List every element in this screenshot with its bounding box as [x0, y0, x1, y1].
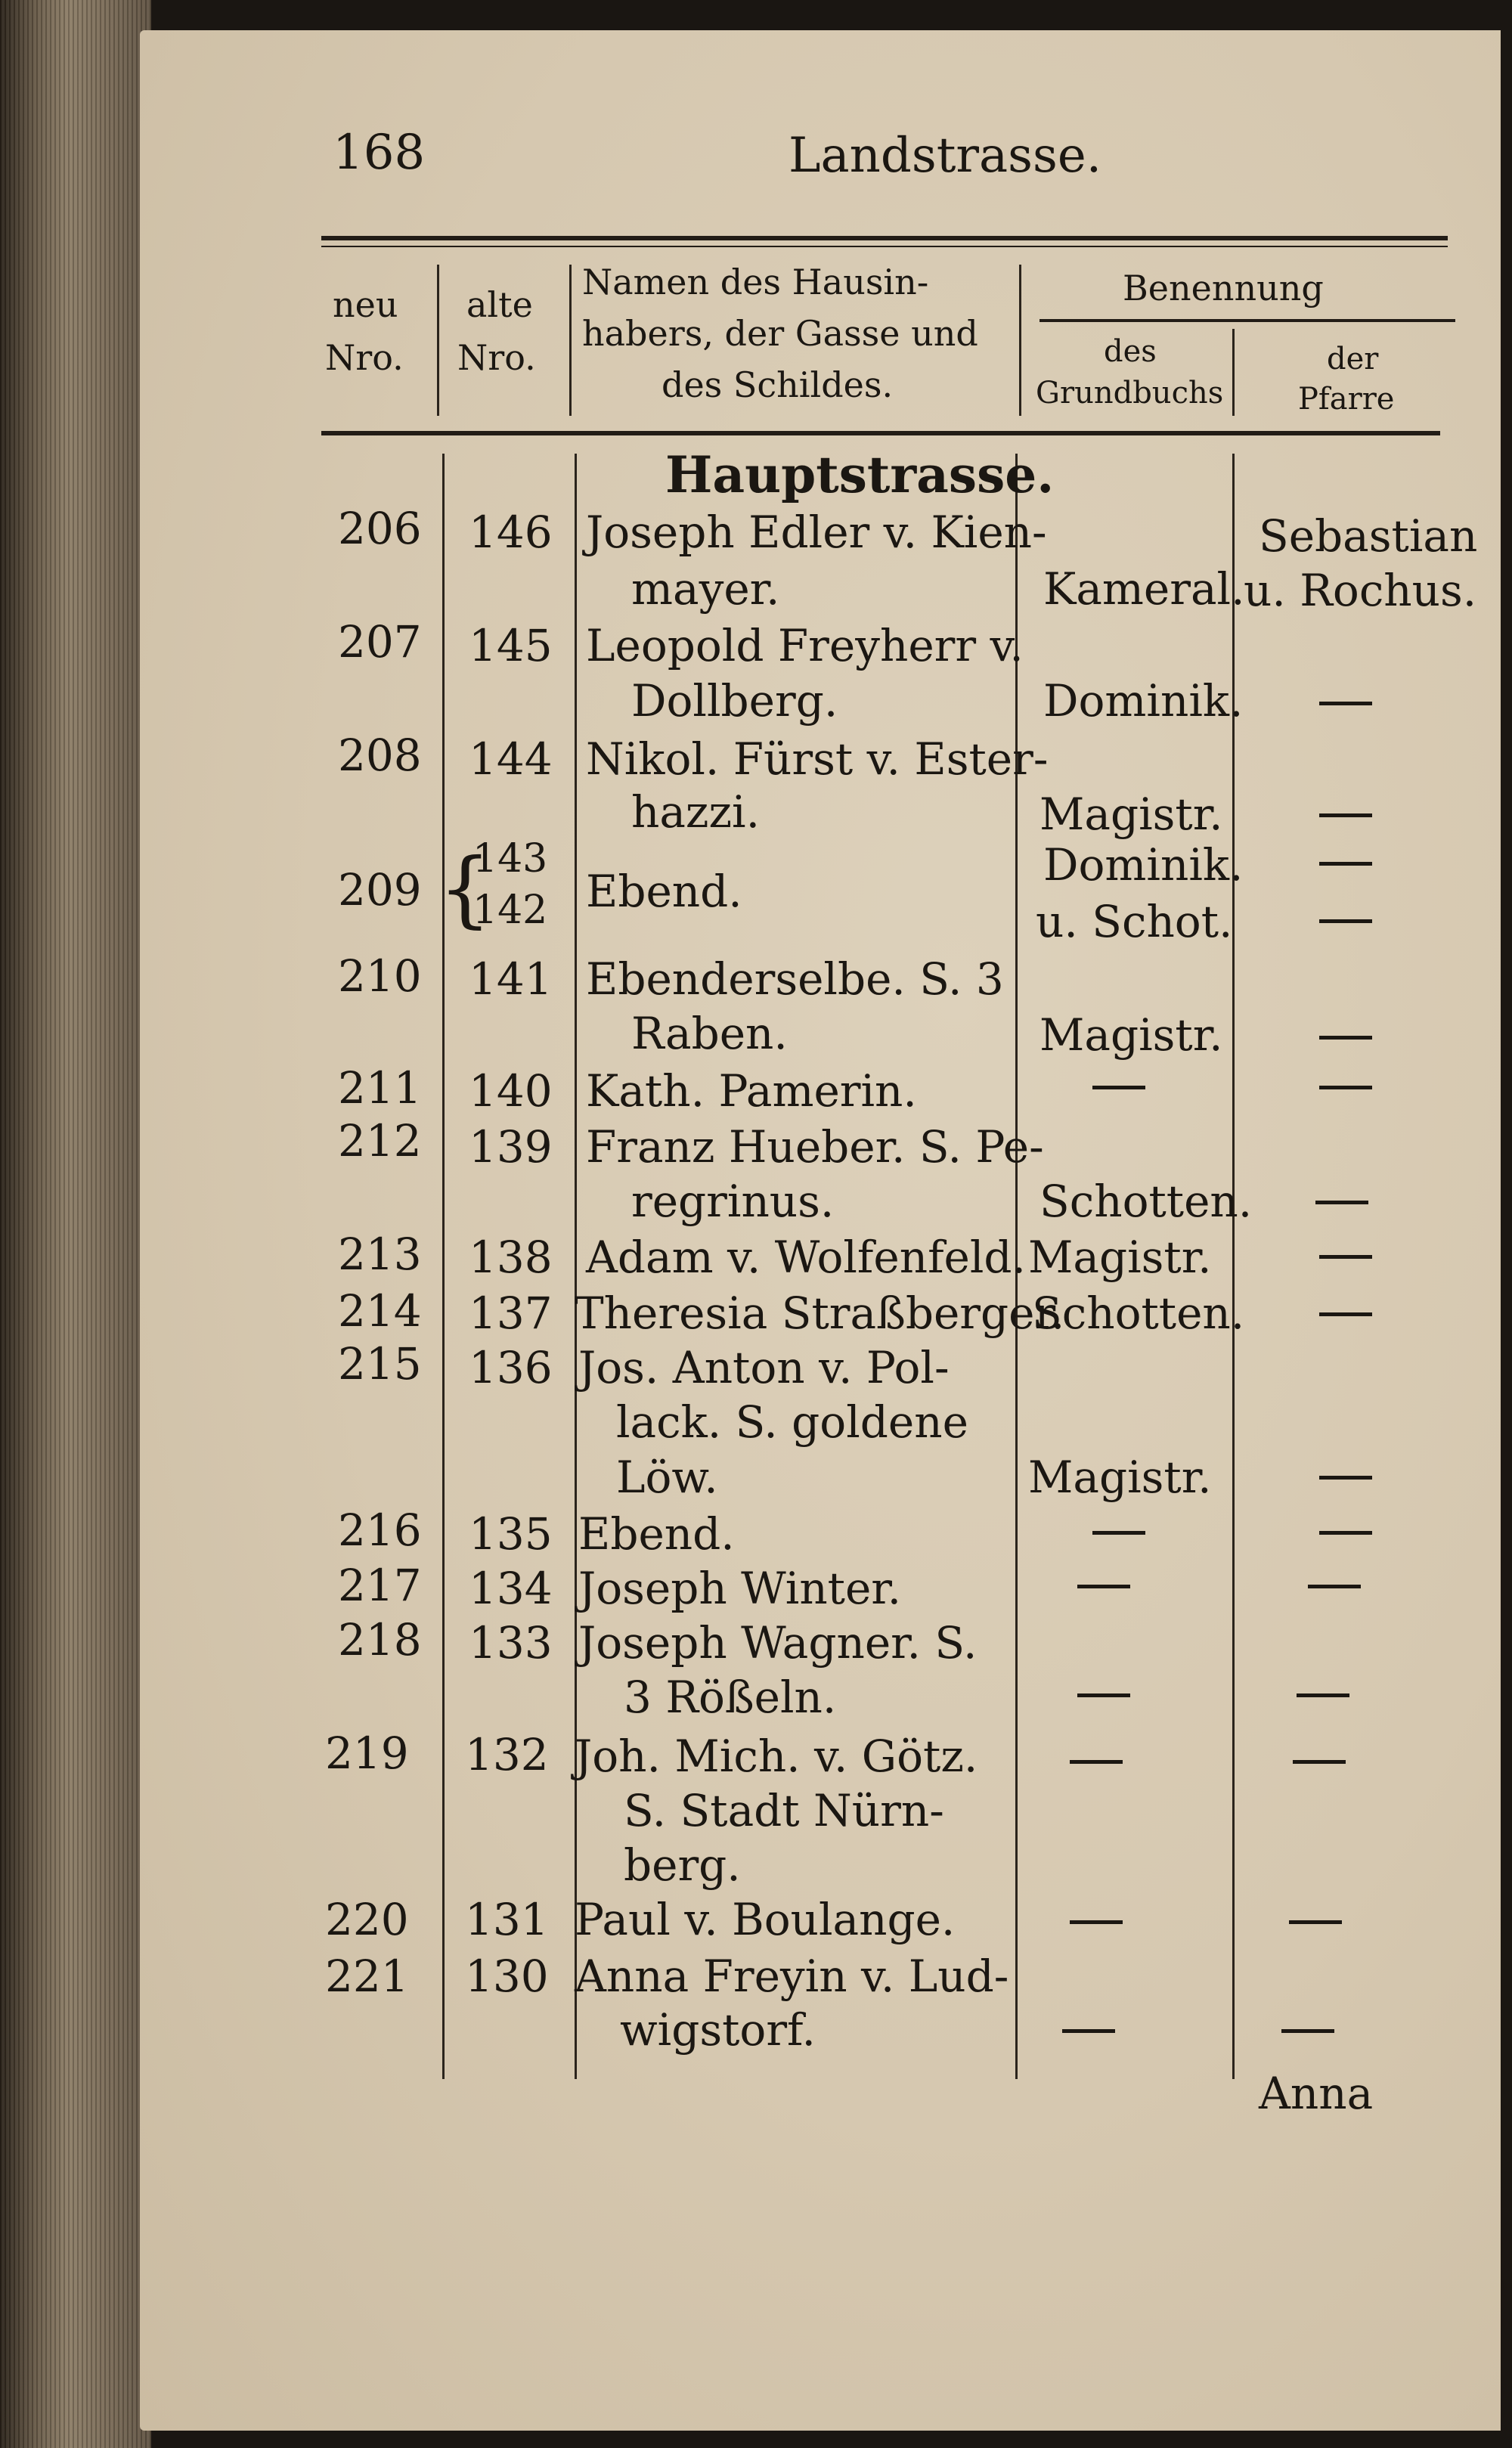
header-alte: alte: [466, 284, 533, 325]
row-217-name: Joseph Winter.: [578, 1563, 902, 1614]
row-209-pfarre-dash-1: [1319, 862, 1372, 866]
row-218-old-number: 133: [469, 1617, 553, 1669]
row-217-new-number: 217: [338, 1560, 422, 1611]
row-217-pfarre-dash: [1308, 1585, 1361, 1588]
row-207-name-line2: Dollberg.: [631, 675, 838, 727]
row-215-name-line1: Jos. Anton v. Pol-: [578, 1342, 950, 1393]
row-208-old-number: 144: [469, 733, 553, 785]
row-209-new-number: 209: [338, 864, 422, 916]
row-207-new-number: 207: [338, 616, 422, 668]
header-nro-new: Nro.: [325, 337, 404, 378]
row-211-grundbuch-dash: [1092, 1086, 1145, 1089]
row-208-name-line2: hazzi.: [631, 786, 761, 838]
row-214-old-number: 137: [469, 1288, 553, 1339]
row-215-new-number: 215: [338, 1338, 422, 1390]
row-208-name-line1: Nikol. Fürst v. Ester-: [586, 733, 1049, 785]
header-grundbuchs: Grundbuchs: [1036, 376, 1224, 411]
row-218-name-line1: Joseph Wagner. S.: [578, 1617, 978, 1669]
header-divider-2: [569, 265, 572, 416]
row-209-grundbuch-line1: Dominik.: [1043, 839, 1244, 891]
row-207-name-line1: Leopold Freyherr v.: [586, 620, 1024, 671]
section-title: Hauptstrasse.: [665, 445, 1055, 504]
header-der: der: [1327, 342, 1379, 376]
header-pfarre: Pfarre: [1298, 382, 1395, 417]
row-221-grundbuch-dash: [1062, 2029, 1115, 2033]
row-209-grundbuch-line2: u. Schot.: [1036, 896, 1233, 947]
row-219-old-number: 132: [465, 1729, 549, 1780]
row-216-name: Ebend.: [578, 1508, 735, 1560]
header-namen-line3: des Schildes.: [662, 364, 894, 405]
row-218-name-line2: 3 Rößeln.: [624, 1672, 837, 1723]
row-220-new-number: 220: [325, 1894, 409, 1945]
row-219-pfarre-dash: [1293, 1760, 1346, 1764]
row-216-old-number: 135: [469, 1508, 553, 1560]
row-221-name-line2: wigstorf.: [620, 2004, 816, 2056]
row-221-old-number: 130: [465, 1951, 549, 2002]
row-215-pfarre-dash: [1319, 1476, 1372, 1480]
row-212-new-number: 212: [338, 1115, 422, 1167]
benennung-rule: [1040, 319, 1455, 322]
row-206-pfarre-line1: Sebastian: [1259, 510, 1478, 562]
row-211-name: Kath. Pamerin.: [586, 1065, 917, 1117]
row-217-grundbuch-dash: [1077, 1585, 1130, 1588]
row-214-name: Theresia Straßberger.: [575, 1288, 1065, 1339]
catchword: Anna: [1259, 2068, 1374, 2119]
row-215-old-number: 136: [469, 1342, 553, 1393]
row-219-new-number: 219: [325, 1728, 409, 1779]
row-220-name: Paul v. Boulange.: [575, 1894, 956, 1945]
row-209-old-number-2: 142: [472, 888, 548, 933]
book-page-edges: [0, 0, 151, 2448]
row-219-name-line3: berg.: [624, 1839, 741, 1891]
row-219-name-line2: S. Stadt Nürn-: [624, 1785, 944, 1836]
row-210-new-number: 210: [338, 950, 422, 1002]
row-215-name-line2: lack. S. goldene: [616, 1396, 968, 1448]
header-divider-3: [1019, 265, 1021, 416]
row-208-grundbuch: Magistr.: [1040, 789, 1223, 840]
row-219-grundbuch-dash: [1070, 1760, 1123, 1764]
row-213-pfarre-dash: [1319, 1255, 1372, 1259]
header-divider-1: [437, 265, 439, 416]
row-216-new-number: 216: [338, 1504, 422, 1556]
row-209-name: Ebend.: [586, 866, 742, 917]
row-209-brace: {: [438, 840, 491, 937]
row-206-new-number: 206: [338, 503, 422, 554]
row-218-grundbuch-dash: [1077, 1693, 1130, 1697]
row-212-pfarre-dash: [1315, 1201, 1368, 1204]
row-214-new-number: 214: [338, 1285, 422, 1337]
header-benennung: Benennung: [1123, 268, 1324, 308]
book-page: [140, 30, 1501, 2431]
row-206-grundbuch: Kameral.: [1043, 563, 1245, 615]
row-206-name-line2: mayer.: [631, 563, 780, 615]
row-207-old-number: 145: [469, 620, 553, 671]
header-namen-line2: habers, der Gasse und: [582, 313, 978, 354]
row-215-name-line3: Löw.: [616, 1452, 718, 1503]
header-namen-line1: Namen des Hausin-: [582, 262, 929, 302]
row-208-new-number: 208: [338, 730, 422, 781]
row-215-grundbuch: Magistr.: [1028, 1452, 1212, 1503]
row-213-old-number: 138: [469, 1232, 553, 1283]
column-line-2: [575, 454, 577, 2079]
row-213-grundbuch: Magistr.: [1028, 1232, 1212, 1283]
row-210-name-line2: Raben.: [631, 1008, 788, 1059]
row-216-grundbuch-dash: [1092, 1531, 1145, 1535]
header-nro-old: Nro.: [457, 337, 536, 378]
header-bottom-rule: [321, 431, 1440, 435]
header-des: des: [1104, 334, 1157, 369]
row-206-name-line1: Joseph Edler v. Kien-: [586, 507, 1047, 558]
row-212-name-line1: Franz Hueber. S. Pe-: [586, 1121, 1044, 1173]
row-220-grundbuch-dash: [1070, 1920, 1123, 1924]
row-209-old-number-1: 143: [472, 836, 548, 882]
row-213-new-number: 213: [338, 1229, 422, 1280]
header-neu: neu: [333, 284, 398, 325]
row-207-pfarre-dash: [1319, 702, 1372, 705]
row-214-pfarre-dash: [1319, 1312, 1372, 1316]
row-210-grundbuch: Magistr.: [1040, 1009, 1223, 1061]
row-211-old-number: 140: [469, 1065, 553, 1117]
row-210-pfarre-dash: [1319, 1036, 1372, 1040]
row-220-pfarre-dash: [1289, 1920, 1342, 1924]
top-rule: [321, 236, 1448, 240]
running-title: Landstrasse.: [789, 128, 1102, 184]
row-210-name-line1: Ebenderselbe. S. 3: [586, 953, 1004, 1005]
row-206-pfarre-line2: u. Rochus.: [1244, 565, 1477, 616]
row-218-pfarre-dash: [1297, 1693, 1349, 1697]
row-213-name: Adam v. Wolfenfeld.: [586, 1232, 1026, 1283]
row-217-old-number: 134: [469, 1563, 553, 1614]
row-210-old-number: 141: [469, 953, 553, 1005]
row-209-pfarre-dash-2: [1319, 919, 1372, 923]
page-number: 168: [333, 125, 426, 181]
row-216-pfarre-dash: [1319, 1531, 1372, 1535]
row-221-name-line1: Anna Freyin v. Lud-: [575, 1951, 1009, 2002]
row-208-pfarre-dash: [1319, 813, 1372, 817]
top-rule-thin: [321, 246, 1448, 247]
row-212-grundbuch: Schotten.: [1040, 1176, 1253, 1227]
row-211-new-number: 211: [338, 1062, 422, 1114]
row-207-grundbuch: Dominik.: [1043, 675, 1244, 727]
row-219-name-line1: Joh. Mich. v. Götz.: [575, 1731, 978, 1782]
row-214-grundbuch: Schotten.: [1032, 1288, 1245, 1339]
row-220-old-number: 131: [465, 1894, 549, 1945]
row-206-old-number: 146: [469, 507, 553, 558]
row-212-name-line2: regrinus.: [631, 1176, 835, 1227]
row-221-pfarre-dash: [1281, 2029, 1334, 2033]
column-line-1: [442, 454, 445, 2079]
header-divider-4: [1232, 329, 1235, 416]
row-221-new-number: 221: [325, 1951, 409, 2002]
row-211-pfarre-dash: [1319, 1086, 1372, 1089]
row-218-new-number: 218: [338, 1614, 422, 1666]
row-212-old-number: 139: [469, 1121, 553, 1173]
